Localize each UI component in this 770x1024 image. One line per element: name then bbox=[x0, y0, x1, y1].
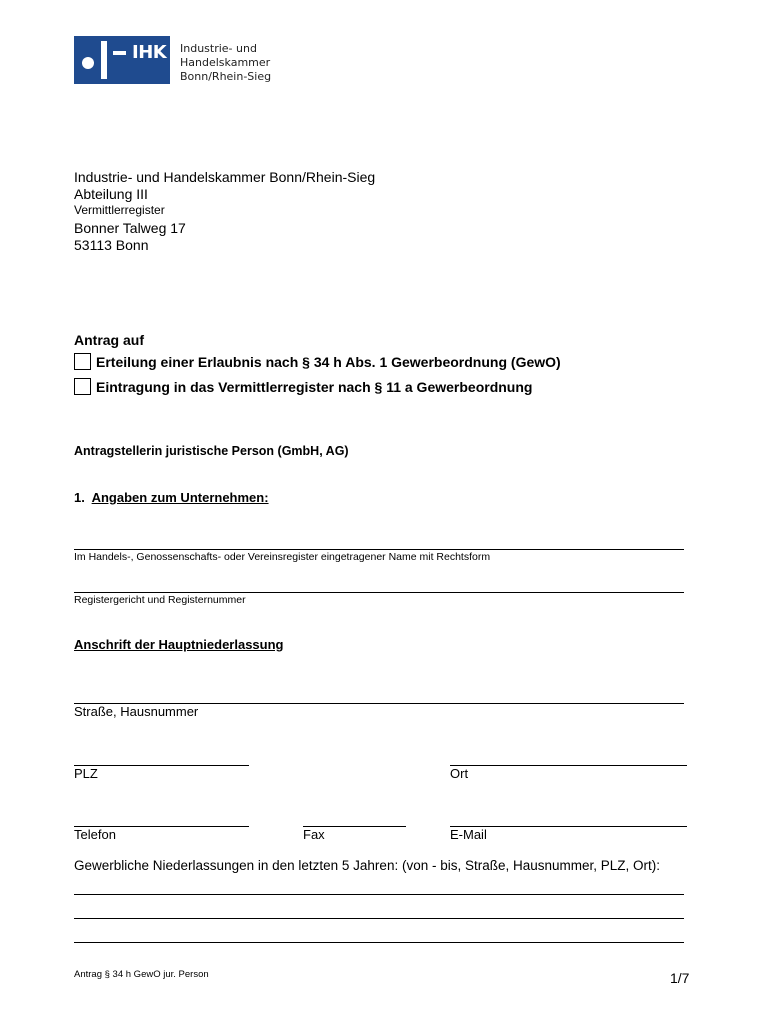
hq-heading: Anschrift der Hauptniederlassung bbox=[74, 637, 284, 652]
section1-number: 1. bbox=[74, 490, 85, 505]
ihk-logo bbox=[74, 36, 334, 84]
branches-label: Gewerbliche Niederlassungen in den letzten 5 Jahren: (von - bis, Straße, Hausnummer, PLZ, Ort): bbox=[74, 858, 661, 873]
option-register-checkbox[interactable] bbox=[74, 378, 91, 395]
logo-line2: Bonn/Rhein-Sieg bbox=[180, 70, 272, 83]
logo-dash-icon bbox=[113, 51, 126, 55]
address-dept: Abteilung III bbox=[74, 186, 148, 202]
applicant-type: Antragstellerin juristische Person (GmbH, AG) bbox=[74, 444, 349, 458]
option-permit-checkbox[interactable] bbox=[74, 353, 91, 370]
option-register-label: Eintragung in das Vermittlerregister nach § 11 a Gewerbeordnung bbox=[96, 378, 533, 395]
logo-bar-icon bbox=[101, 41, 107, 79]
email-label: E-Mail bbox=[450, 827, 487, 842]
logo-ihk-text: IHK bbox=[132, 42, 167, 63]
zip-line[interactable] bbox=[74, 765, 249, 766]
ihk-logo-mark bbox=[74, 36, 170, 84]
city-label: Ort bbox=[450, 766, 469, 781]
register-court-label: Registergericht und Registernummer bbox=[74, 594, 246, 606]
application-heading: Antrag auf bbox=[74, 332, 144, 348]
option-permit-row bbox=[74, 353, 561, 370]
address-unit: Vermittlerregister bbox=[74, 203, 165, 217]
registered-name-label: Im Handels-, Genossenschafts- oder Vereinsregister eingetragener Name mit Rechtsform bbox=[74, 551, 491, 563]
phone-label: Telefon bbox=[74, 827, 116, 842]
registered-name-line[interactable] bbox=[74, 549, 684, 550]
branches-line-3[interactable] bbox=[74, 942, 684, 943]
fax-label: Fax bbox=[303, 827, 325, 842]
address-street: Bonner Talweg 17 bbox=[74, 220, 186, 236]
page-number: 1/7 bbox=[670, 970, 690, 986]
logo-line1: Industrie- und Handelskammer bbox=[180, 42, 271, 69]
city-line[interactable] bbox=[450, 765, 687, 766]
option-register-row bbox=[74, 378, 532, 395]
street-label: Straße, Hausnummer bbox=[74, 704, 199, 719]
register-court-line[interactable] bbox=[74, 592, 684, 593]
zip-label: PLZ bbox=[74, 766, 98, 781]
section1-title: Angaben zum Unternehmen: bbox=[91, 490, 269, 505]
address-org: Industrie- und Handelskammer Bonn/Rhein-Sieg bbox=[74, 169, 376, 185]
logo-org-text bbox=[180, 42, 334, 84]
address-city: 53113 Bonn bbox=[74, 237, 149, 253]
branches-line-1[interactable] bbox=[74, 894, 684, 895]
logo-dot-icon bbox=[82, 57, 94, 69]
section1-heading bbox=[74, 490, 269, 505]
option-permit-label: Erteilung einer Erlaubnis nach § 34 h Abs. 1 Gewerbeordnung (GewO) bbox=[96, 353, 561, 370]
footer-label: Antrag § 34 h GewO jur. Person bbox=[74, 969, 209, 980]
branches-line-2[interactable] bbox=[74, 918, 684, 919]
